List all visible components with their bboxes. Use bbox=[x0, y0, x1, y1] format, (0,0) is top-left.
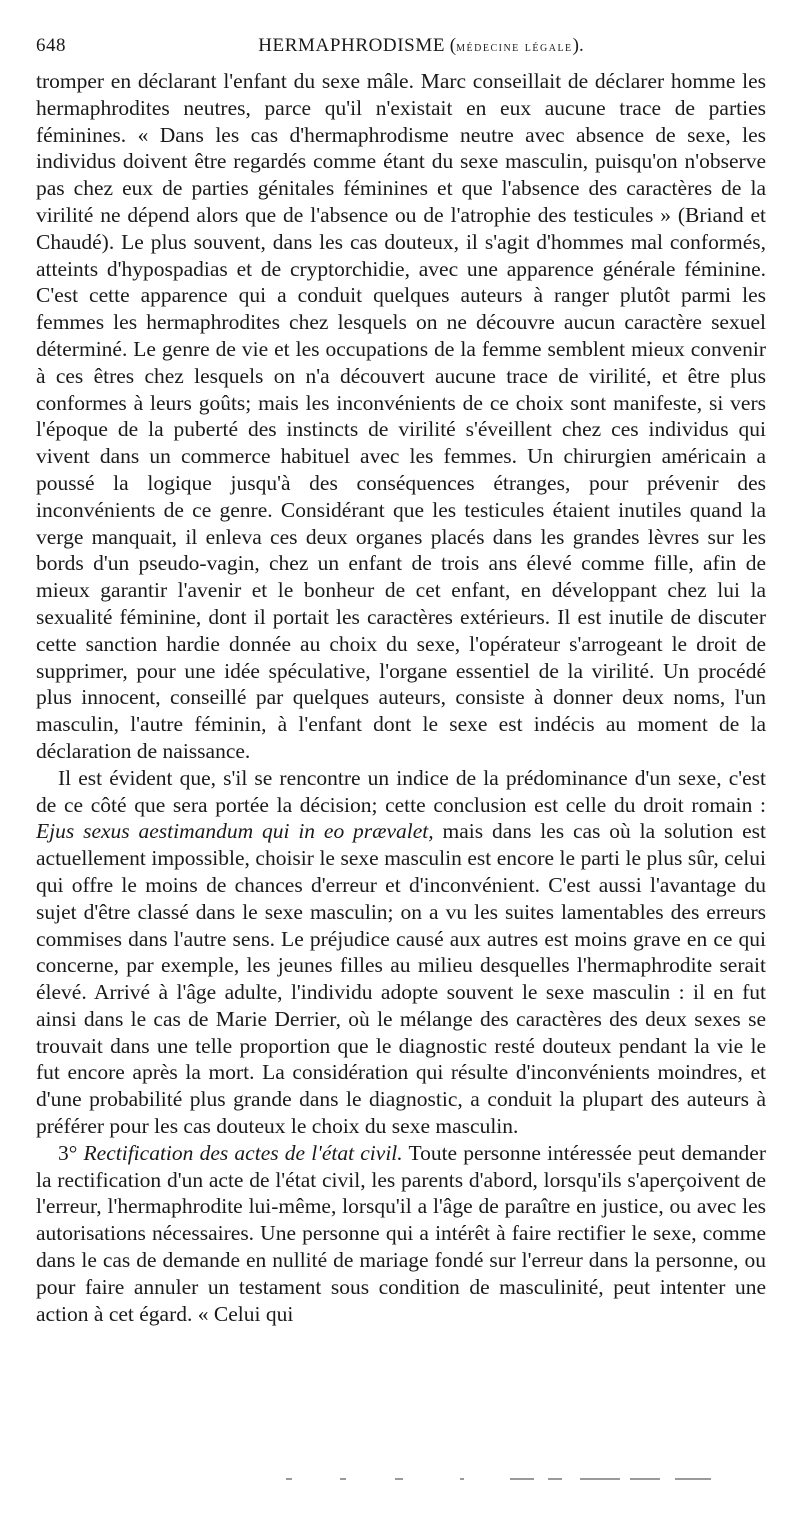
footer-scan-marks bbox=[280, 1478, 760, 1482]
running-title-main: HERMAPHRODISME bbox=[258, 35, 446, 56]
page-number: 648 bbox=[36, 35, 66, 56]
paragraph-1: tromper en déclarant l'enfant du sexe mâle. Marc conseillait de déclarer homme les hermaphrodites neutres, parce qu'il n'existait en eux aucune trace de parties féminines. « Dans les cas d'hermaphrodisme neutre avec absence de sexe, les individus doivent être regardés comme étant du sexe masculin, puisqu'on n'observe pas chez eux de parties génitales féminines et que l'absence des caractères de la virilité ne dépend alors que de l'absence ou de l'atrophie des testicules » (Briand et Chaudé). Le plus souvent, dans les cas douteux, il s'agit d'hommes mal conformés, atteints d'hypospadias et de cryptorchidie, avec une apparence générale féminine. C'est cette apparence qui a conduit quelques auteurs à ranger plutôt parmi les femmes les hermaphrodites chez lesquels on ne découvre aucun caractère sexuel déterminé. Le genre de vie et les occupations de la femme semblent mieux convenir à ces êtres chez lesquels on n'a découvert aucune trace de virilité, et être plus conformes à leurs goûts; mais les inconvénients de ce choix sont manifeste, si vers l'époque de la puberté des instincts de virilité s'éveillent chez ces individus qui vivent dans un commerce habituel avec les femmes. Un chirurgien américain a poussé la logique jusqu'à des conséquences étranges, pour prévenir des inconvénients de ce genre. Considérant que les testicules étaient inutiles quand la verge manquait, il enleva ces deux organes placés dans les grandes lèvres sur les bords d'un pseudo-vagin, chez un enfant de trois ans élevé comme fille, afin de mieux garantir l'avenir et le bonheur de cet enfant, en développant chez lui la sexualité féminine, dont il portait les caractères extérieurs. Il est inutile de discuter cette sanction hardie donnée au choix du sexe, l'opérateur s'arrogeant le droit de supprimer, pour une idée spéculative, l'organe essentiel de la virilité. Un procédé plus innocent, conseillé par quelques auteurs, consiste à donner deux noms, l'un masculin, l'autre féminin, à l'enfant dont le sexe est indécis au moment de la déclaration de naissance. bbox=[36, 69, 766, 763]
paragraph-2 bbox=[36, 765, 766, 1140]
page-header bbox=[36, 34, 766, 58]
body-text bbox=[36, 68, 766, 1327]
latin-quote: Ejus sexus aestimandum qui in eo prævalet, bbox=[36, 819, 434, 844]
paragraph-2-part-2: mais dans les cas où la solution est actuellement impossible, choisir le sexe masculin est encore le parti le plus sûr, celui qui offre le moins de chances d'erreur et d'inconvénient. C'est aussi l'avantage du sujet d'être classé dans le sexe masculin; on a vu les suites lamentables des erreurs commises dans l'autre sens. Le préjudice causé aux autres est moins grave en ce qui concerne, par exemple, les jeunes filles au milieu desquelles l'hermaphrodite serait élevé. Arrivé à l'âge adulte, l'individu adopte souvent le sexe masculin : il en fut ainsi dans le cas de Marie Derrier, où le mélange des caractères des deux sexes se trouvait dans une telle proportion que le diagnostic resté douteux pendant la vie le fut encore après la mort. La considération qui résulte d'inconvénients moindres, et d'une probabilité plus grande dans le diagnostic, a conduit la plupart des auteurs à préférer pour les cas douteux le choix du sexe masculin. bbox=[36, 819, 766, 1139]
paragraph-3-text: Toute personne intéressée peut demander la rectification d'un acte de l'état civil, les parents d'abord, lorsqu'ils s'aperçoivent de l'erreur, l'hermaphrodite lui-même, lorsqu'il a l'âge de paraître en justice, ou avec les autorisations nécessaires. Une personne qui a intérêt à faire rectifier le sexe, comme dans le cas de demande en nullité de mariage fondé sur l'erreur dans la personne, ou pour faire annuler un testament sous condition de masculinité, peut intenter une action à cet égard. « Celui qui bbox=[36, 1140, 766, 1326]
paragraph-2-part-1: Il est évident que, s'il se rencontre un indice de la prédominance d'un sexe, c'est de ce côté que sera portée la décision; cette conclusion est celle du droit romain : bbox=[36, 765, 766, 817]
running-title-open: ( bbox=[445, 35, 457, 56]
running-title-close: ). bbox=[572, 35, 584, 56]
section-heading: Rectification des actes de l'état civil. bbox=[83, 1140, 403, 1165]
running-title-subtitle: médecine légale bbox=[456, 40, 573, 55]
section-number: 3° bbox=[58, 1140, 84, 1165]
running-title bbox=[36, 34, 766, 60]
paragraph-3 bbox=[36, 1140, 766, 1328]
